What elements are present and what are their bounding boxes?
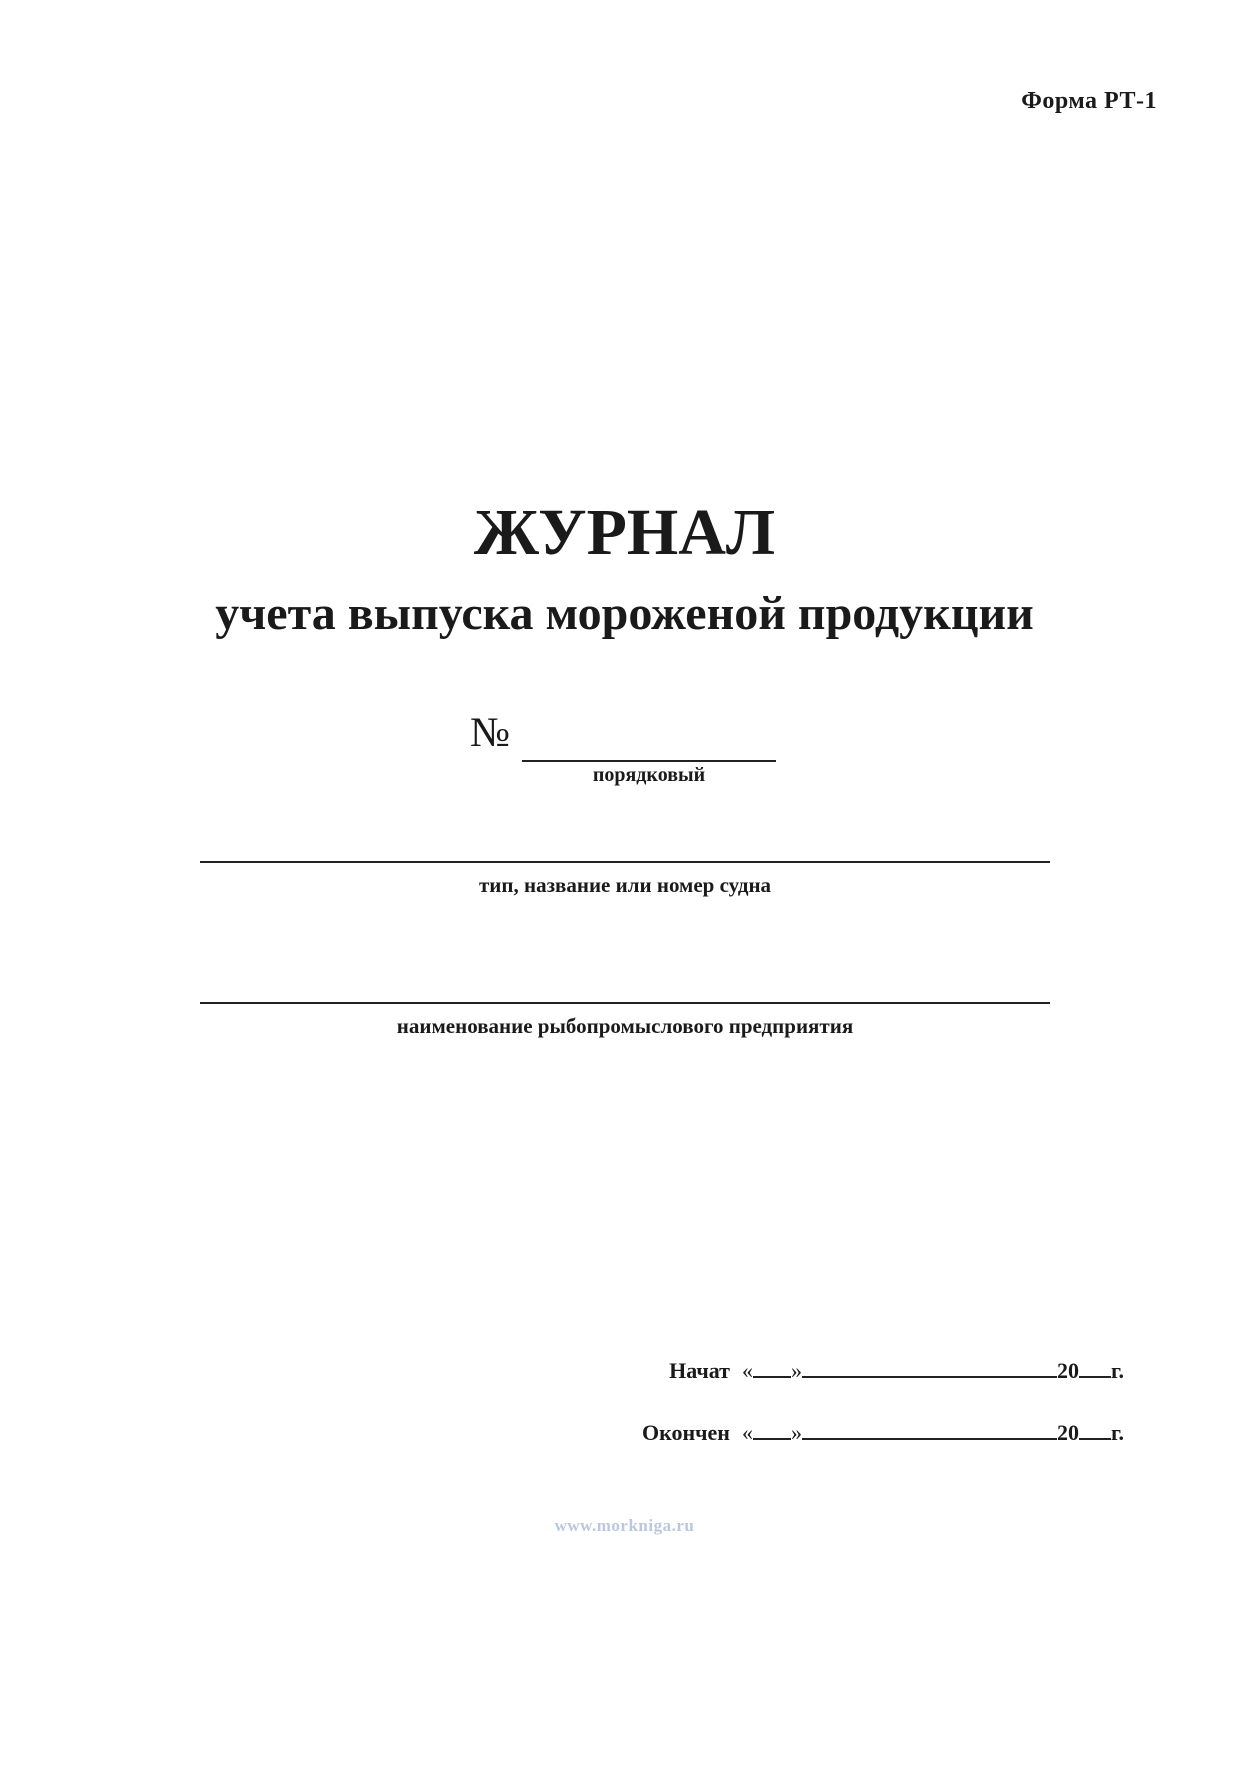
start-year-prefix: 20	[1056, 1358, 1079, 1383]
end-month-blank	[802, 1418, 1057, 1440]
start-year-suffix: г.	[1110, 1358, 1124, 1383]
serial-number-field	[470, 710, 780, 786]
close-quote: »	[790, 1358, 802, 1383]
start-month-blank	[802, 1356, 1057, 1378]
end-year-prefix: 20	[1056, 1420, 1079, 1445]
serial-number-caption: порядковый	[592, 764, 706, 786]
start-date-row	[669, 1356, 1124, 1384]
close-quote: »	[790, 1420, 802, 1445]
journal-subtitle: учета выпуска мороженой продукции	[215, 587, 1034, 640]
enterprise-field	[200, 1002, 1050, 1039]
start-day-blank	[753, 1356, 791, 1378]
form-code: Форма РТ-1	[1021, 88, 1157, 114]
journal-title: ЖУРНАЛ	[473, 496, 776, 569]
watermark: www.morkniga.ru	[554, 1516, 695, 1535]
enterprise-blank	[200, 1002, 1050, 1004]
open-quote: «	[741, 1420, 753, 1445]
enterprise-caption: наименование рыбопромыслового предприятия	[396, 1014, 854, 1038]
number-sign: №	[470, 710, 511, 756]
serial-number-blank	[522, 760, 776, 762]
vessel-blank	[200, 861, 1050, 863]
end-day-blank	[753, 1418, 791, 1440]
vessel-caption: тип, название или номер судна	[478, 873, 772, 897]
start-year-blank	[1079, 1356, 1111, 1378]
end-year-blank	[1079, 1418, 1111, 1440]
vessel-field	[200, 861, 1050, 898]
open-quote: «	[741, 1358, 753, 1383]
start-date-label: Начат	[669, 1358, 730, 1383]
end-year-suffix: г.	[1110, 1420, 1124, 1445]
end-date-label: Окончен	[641, 1420, 730, 1445]
end-date-row	[642, 1418, 1124, 1446]
